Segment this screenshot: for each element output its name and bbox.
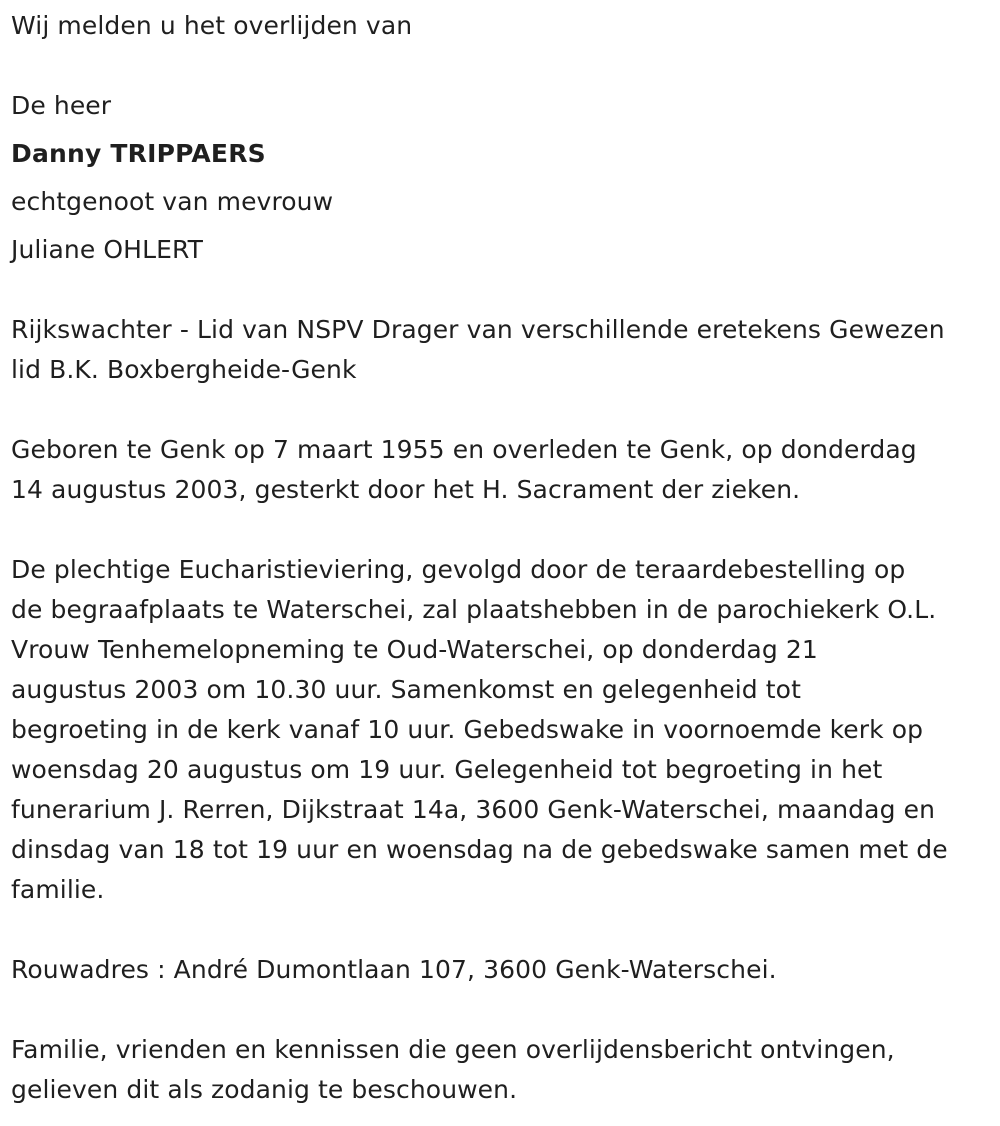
birth-death-line: 14 augustus 2003, gesterkt door het H. Sacrament der zieken. (11, 475, 801, 504)
paragraph-gap (11, 390, 993, 430)
birth-death-line: Geboren te Genk op 7 maart 1955 en overleden te Genk, op donderdag (11, 435, 917, 464)
ceremony-paragraph (11, 550, 993, 910)
paragraph-gap (11, 46, 993, 86)
line-gap (11, 222, 993, 230)
paragraph-gap (11, 270, 993, 310)
closing-paragraph (11, 1030, 993, 1110)
ceremony-line: Vrouw Tenhemelopneming te Oud-Waterschei, op donderdag 21 (11, 635, 818, 664)
closing-line: Familie, vrienden en kennissen die geen overlijdensbericht ontvingen, (11, 1035, 895, 1064)
closing-line: gelieven dit als zodanig te beschouwen. (11, 1075, 518, 1104)
paragraph-gap (11, 990, 993, 1030)
ceremony-line: de begraafplaats te Waterschei, zal plaatshebben in de parochiekerk O.L. (11, 595, 937, 624)
line-gap (11, 174, 993, 182)
ceremony-line: augustus 2003 om 10.30 uur. Samenkomst en gelegenheid tot (11, 675, 801, 704)
spouse-name: Juliane OHLERT (11, 235, 204, 264)
birth-death-paragraph (11, 430, 993, 510)
ceremony-line: De plechtige Eucharistieviering, gevolgd door de teraardebestelling op (11, 555, 906, 584)
relation-text: echtgenoot van mevrouw (11, 187, 334, 216)
ceremony-line: begroeting in de kerk vanaf 10 uur. Gebedswake in voornoemde kerk op (11, 715, 924, 744)
honorific: De heer (11, 91, 112, 120)
ceremony-line: woensdag 20 augustus om 19 uur. Gelegenheid tot begroeting in het (11, 755, 883, 784)
mourning-address: Rouwadres : André Dumontlaan 107, 3600 Genk-Waterschei. (11, 955, 777, 984)
line-gap (11, 126, 993, 134)
intro-text: Wij melden u het overlijden van (11, 11, 413, 40)
paragraph-gap (11, 510, 993, 550)
paragraph-gap (11, 910, 993, 950)
deceased-name: Danny TRIPPAERS (11, 139, 266, 168)
ceremony-line: familie. (11, 875, 105, 904)
ceremony-line: dinsdag van 18 tot 19 uur en woensdag na de gebedswake samen met de (11, 835, 948, 864)
occupation-paragraph (11, 310, 993, 390)
occupation-line: lid B.K. Boxbergheide-Genk (11, 355, 357, 384)
death-notice (11, 6, 993, 1110)
occupation-line: Rijkswachter - Lid van NSPV Drager van verschillende eretekens Gewezen (11, 315, 945, 344)
ceremony-line: funerarium J. Rerren, Dijkstraat 14a, 3600 Genk-Waterschei, maandag en (11, 795, 936, 824)
